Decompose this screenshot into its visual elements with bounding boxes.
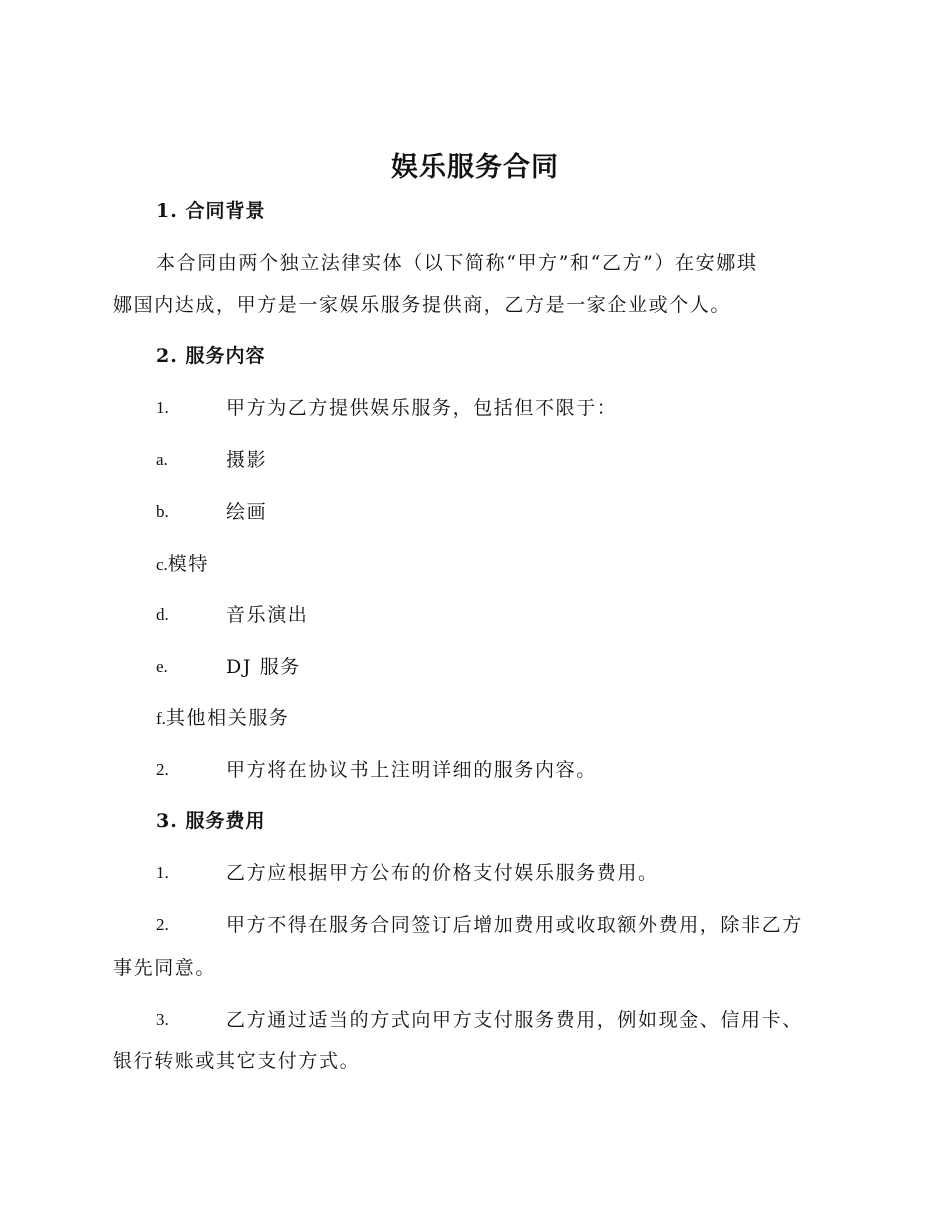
section-1-paragraph-line-2: 娜国内达成，甲方是一家娱乐服务提供商，乙方是一家企业或个人。 bbox=[113, 294, 732, 316]
section-3-item-1-number: 1. bbox=[156, 863, 169, 882]
section-3-heading: 3. 服务费用 bbox=[156, 810, 266, 832]
section-3-item-2-text: 甲方不得在服务合同签订后增加费用或收取额外费用，除非乙方 bbox=[226, 914, 803, 936]
list-item-f-text: 其他相关服务 bbox=[165, 707, 290, 729]
list-item-f bbox=[156, 703, 290, 734]
section-3-item-1-text: 乙方应根据甲方公布的价格支付娱乐服务费用。 bbox=[226, 862, 659, 884]
list-item-a-marker: a. bbox=[156, 450, 168, 469]
list-item-c bbox=[156, 549, 209, 580]
section-3-item-3-text: 乙方通过适当的方式向甲方支付服务费用，例如现金、信用卡、 bbox=[226, 1009, 803, 1031]
list-item-d-marker: d. bbox=[156, 605, 169, 624]
list-item-c-text: 模特 bbox=[167, 553, 209, 575]
list-item-c-marker: c. bbox=[156, 555, 168, 574]
section-2-item-1-text: 甲方为乙方提供娱乐服务，包括但不限于： bbox=[226, 397, 618, 419]
list-item-e-marker: e. bbox=[156, 657, 168, 676]
section-3-item-2-number: 2. bbox=[156, 915, 169, 934]
list-item-b-marker: b. bbox=[156, 502, 169, 521]
list-item-b-text: 绘画 bbox=[226, 501, 268, 523]
section-3-item-3-number: 3. bbox=[156, 1010, 169, 1029]
section-3-item-3-continuation: 银行转账或其它支付方式。 bbox=[113, 1050, 361, 1072]
section-2-item-1-number: 1. bbox=[156, 398, 169, 417]
section-2-item-2-text: 甲方将在协议书上注明详细的服务内容。 bbox=[226, 759, 597, 781]
list-item-f-marker: f. bbox=[156, 709, 166, 728]
section-3-item-2-continuation: 事先同意。 bbox=[113, 957, 217, 979]
list-item-e-text: DJ 服务 bbox=[226, 656, 301, 678]
list-item-d-text: 音乐演出 bbox=[226, 604, 309, 626]
section-1-paragraph-line-1: 本合同由两个独立法律实体（以下简称“甲方”和“乙方”）在安娜琪 bbox=[156, 252, 758, 274]
section-2-item-2-number: 2. bbox=[156, 760, 169, 779]
section-2-heading: 2. 服务内容 bbox=[156, 345, 266, 367]
document-title: 娱乐服务合同 bbox=[391, 152, 559, 183]
list-item-a-text: 摄影 bbox=[226, 449, 268, 471]
section-1-heading: 1. 合同背景 bbox=[156, 200, 266, 222]
